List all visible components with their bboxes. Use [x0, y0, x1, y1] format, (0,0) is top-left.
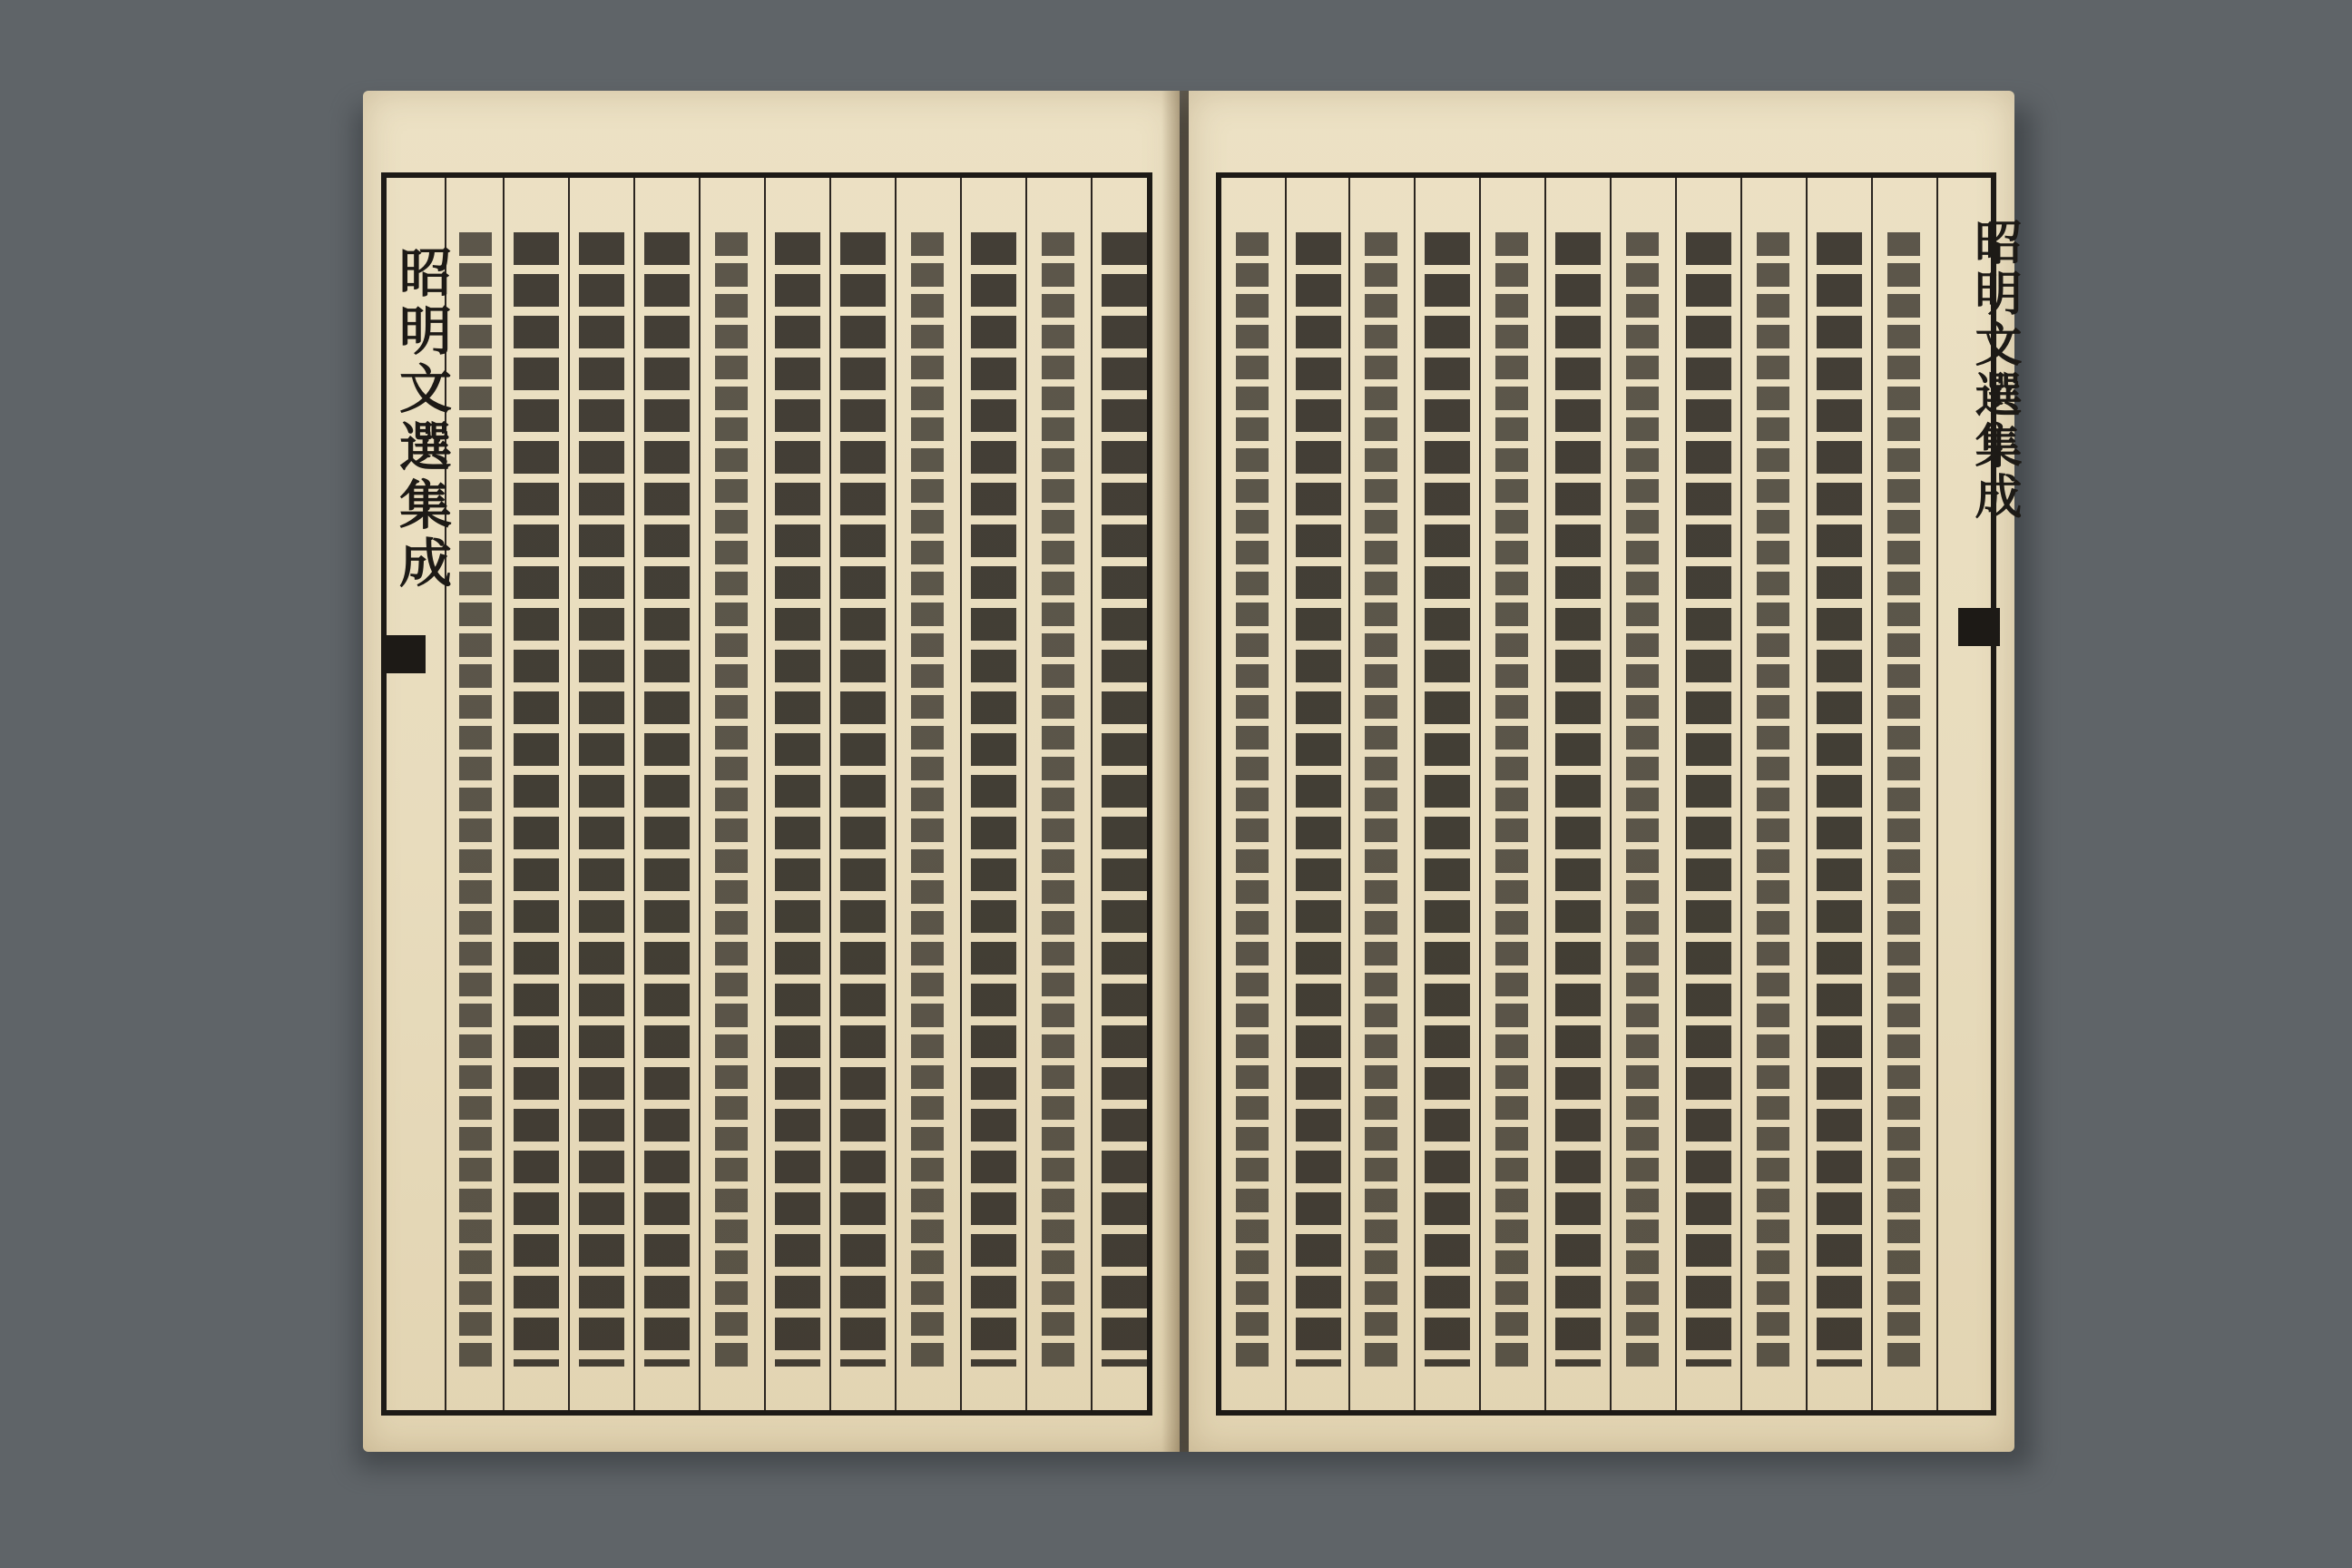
column-rule [1348, 178, 1350, 1410]
column-rule [1610, 178, 1612, 1410]
column-rule [1806, 178, 1808, 1410]
text-column [1042, 232, 1074, 1367]
left-page-border [381, 172, 1152, 1416]
text-column [1495, 232, 1528, 1367]
column-rule [699, 178, 701, 1410]
text-column [1365, 232, 1397, 1367]
text-column [1887, 232, 1920, 1367]
column-rule [764, 178, 766, 1410]
text-column [911, 232, 944, 1367]
column-rule [1675, 178, 1677, 1410]
margin-heading: 昭明文選集成 [390, 245, 452, 593]
column-rule [633, 178, 635, 1410]
text-column [1757, 232, 1789, 1367]
text-column [971, 232, 1016, 1367]
column-rule [960, 178, 962, 1410]
column-rule [1479, 178, 1481, 1410]
column-rule [1414, 178, 1416, 1410]
text-column [514, 232, 559, 1367]
text-column [1686, 232, 1731, 1367]
text-column [1425, 232, 1470, 1367]
column-rule [1871, 178, 1873, 1410]
column-rule [1285, 178, 1287, 1410]
text-column [715, 232, 748, 1367]
column-rule [503, 178, 505, 1410]
text-column [775, 232, 820, 1367]
column-rule [1544, 178, 1546, 1410]
text-column [1236, 232, 1269, 1367]
column-rule [1936, 178, 1938, 1410]
text-column [1102, 232, 1147, 1367]
column-rule [1091, 178, 1093, 1410]
open-book [363, 91, 2022, 1452]
column-rule [1740, 178, 1742, 1410]
column-rule [829, 178, 831, 1410]
text-column [644, 232, 690, 1367]
text-column [1817, 232, 1862, 1367]
fishtail-marker [1958, 608, 2000, 646]
fishtail-marker [384, 635, 426, 673]
text-column [1296, 232, 1341, 1367]
left-page [363, 91, 1180, 1452]
text-column [579, 232, 624, 1367]
text-column [840, 232, 886, 1367]
column-rule [1025, 178, 1027, 1410]
text-column [1626, 232, 1659, 1367]
margin-heading: 昭明文選集成 [1966, 218, 2022, 523]
right-page-border [1216, 172, 1996, 1416]
text-column [459, 232, 492, 1367]
column-rule [895, 178, 897, 1410]
column-rule [568, 178, 570, 1410]
text-column [1555, 232, 1601, 1367]
